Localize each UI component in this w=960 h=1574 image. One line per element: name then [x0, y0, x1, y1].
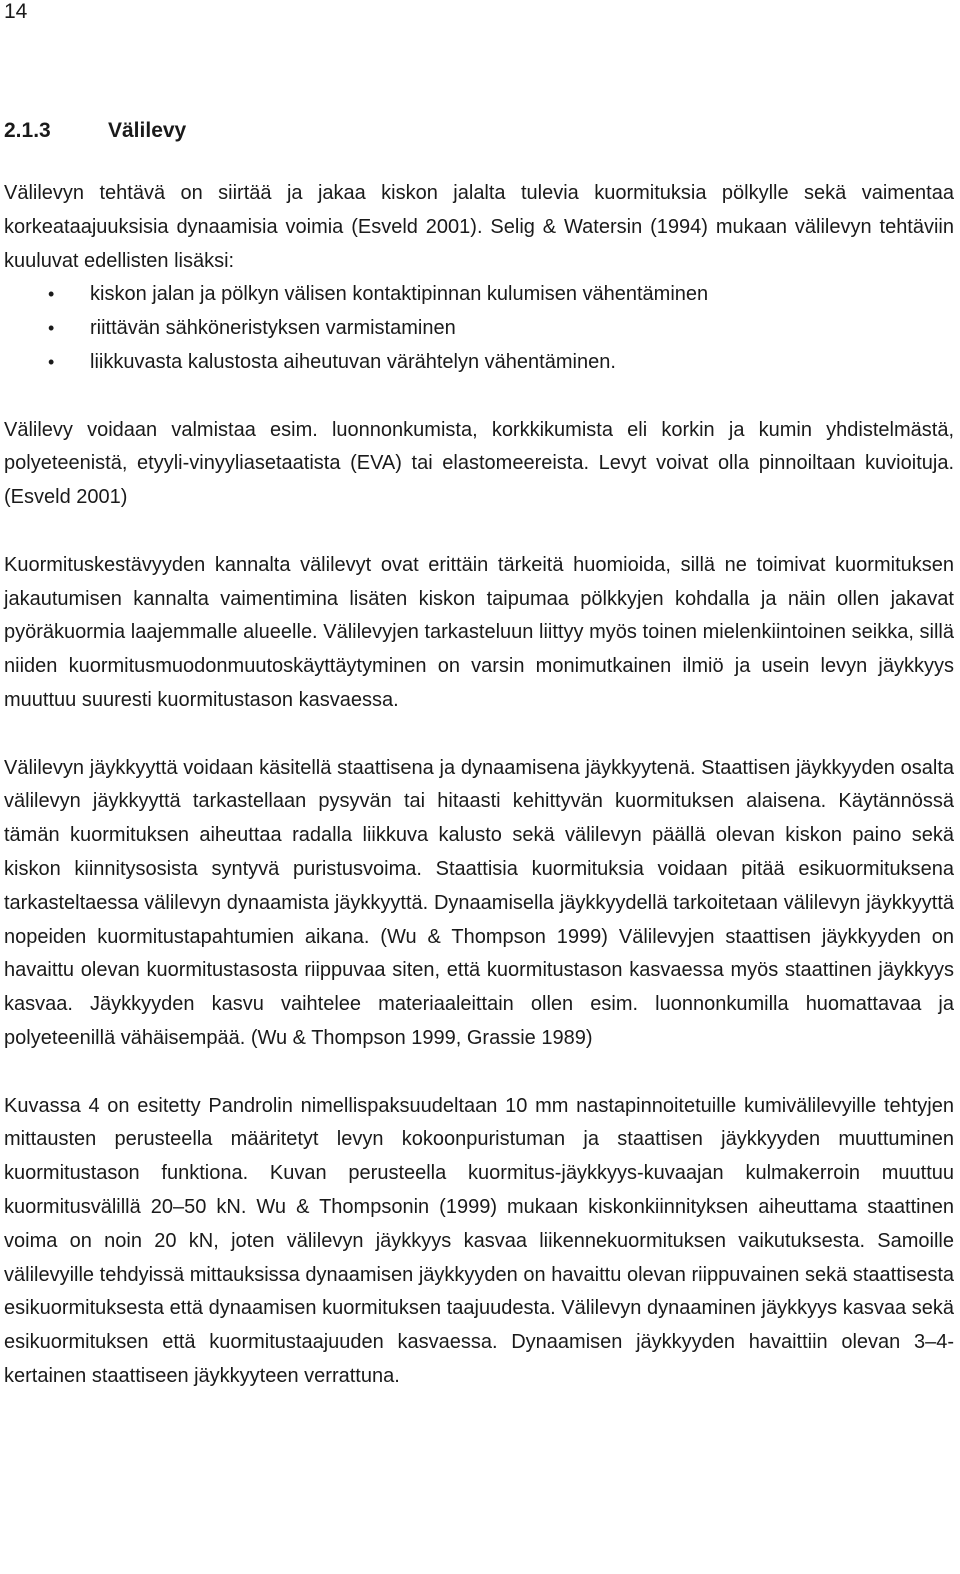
section-body	[4, 177, 954, 1394]
paragraph-figure-description: Kuvassa 4 on esitetty Pandrolin nimellispaksuudeltaan 10 mm nastapinnoitetuille kumivälilevyille tehtyjen mittausten perusteella määritetyt levyn kokoonpuristuman ja staattisen jäykkyyden muuttuminen kuormitustason funktiona. Kuvan perusteella kuormitus-jäykkyys-kuvaajan kulmakerroin muuttuu kuormitusvälillä 20–50 kN. Wu & Thompsonin (1999) mukaan kiskonkiinnityksen aiheuttama staattinen voima on noin 20 kN, joten välilevyn jäykkyys kasvaa liikennekuormituksen vaikutuksesta. Samoille välilevyille tehdyissä mittauksissa dynaamisen jäykkyyden on havaittu olevan riippuvainen sekä staattisesta esikuormituksesta että dynaamisen kuormituksen taajuudesta. Välilevyn dynaaminen jäykkyys kasvaa sekä esikuormituksen että kuormitustaajuuden kasvaessa. Dynaamisen jäykkyyden havaittiin olevan 3–4-kertainen staattiseen jäykkyyteen verrattuna.	[4, 1094, 954, 1387]
section-heading	[4, 114, 186, 148]
page-number: 14	[4, 0, 28, 23]
paragraph-stiffness: Välilevyn jäykkyyttä voidaan käsitellä staattisena ja dynaamisena jäykkyytenä. Staattisen jäykkyyden osalta välilevyn jäykkyyttä tarkastellaan pysyvän tai hitaasti kehittyvän kuormituksen alaisena. Käytännössä tämän kuormituksen aiheuttaa radalla liikkuva kalusto sekä välilevyn päällä olevan kiskon paino sekä kiskon kiinnitysosista syntyvä puristusvoima. Staattisia kuormituksia voidaan pitää esikuormituksena tarkasteltaessa välilevyn dynaamista jäykkyyttä. Dynaamisella jäykkyydellä tarkoitetaan välilevyn jäykkyyttä nopeiden kuormitustapahtumien aikana. (Wu & Thompson 1999) Välilevyjen staattisen jäykkyyden on havaittu olevan kuormitustasosta riippuvaa siten, että kuormitustason kasvaessa myös staattinen jäykkyys kasvaa. Jäykkyyden kasvu vaihtelee materiaaleittain ollen esim. luonnonkumilla huomattavaa ja polyeteenillä vähäisempää. (Wu & Thompson 1999, Grassie 1989)	[4, 756, 954, 1049]
list-item: • riittävän sähköneristyksen varmistaminen	[4, 312, 954, 346]
function-list	[4, 278, 954, 379]
paragraph-intro: Välilevyn tehtävä on siirtää ja jakaa kiskon jalalta tulevia kuormituksia pölkylle sekä vaimentaa korkeataajuuksisia dynaamisia voimia (Esveld 2001). Selig & Watersin (1994) mukaan välilevyn tehtäviin kuuluvat edellisten lisäksi:	[4, 182, 954, 272]
section-number: 2.1.3	[4, 119, 51, 142]
paragraph-load-durability: Kuormituskestävyyden kannalta välilevyt ovat erittäin tärkeitä huomioida, sillä ne toimivat kuormituksen jakautumisen kannalta vaimentimina lisäten kiskon taipumaa pölkkyjen kohdalla ja näin ollen jakavat pyöräkuormia laajemmalle alueelle. Välilevyjen tarkasteluun liittyy myös toinen mielenkiintoinen seikka, sillä niiden kuormitusmuodonmuutoskäyttäytyminen on varsin monimutkainen ilmiö ja usein levyn jäykkyys muuttuu suuresti kuormitustason kasvaessa.	[4, 553, 954, 711]
list-item: • kiskon jalan ja pölkyn välisen kontaktipinnan kulumisen vähentäminen	[4, 278, 954, 312]
section-title: Välilevy	[108, 119, 187, 142]
list-item: • liikkuvasta kalustosta aiheutuvan värähtelyn vähentäminen.	[4, 346, 954, 380]
paragraph-materials: Välilevy voidaan valmistaa esim. luonnonkumista, korkkikumista eli korkin ja kumin yhdistelmästä, polyeteenistä, etyyli-vinyyliasetaatista (EVA) tai elastomeereista. Levyt voivat olla pinnoiltaan kuvioituja. (Esveld 2001)	[4, 418, 954, 509]
